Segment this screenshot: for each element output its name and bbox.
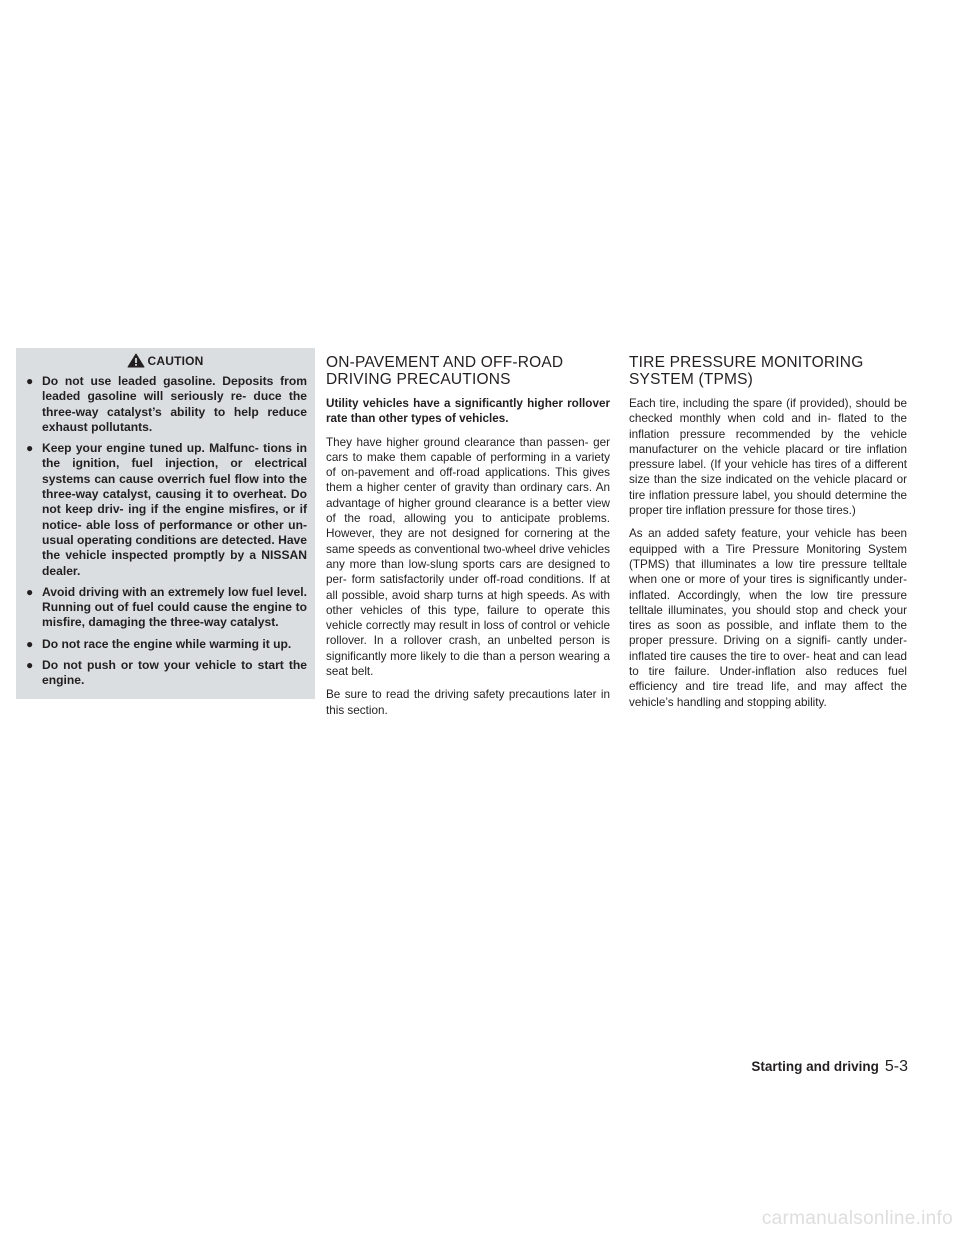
bullet: ● bbox=[26, 658, 34, 673]
caution-header bbox=[24, 353, 307, 368]
caution-item-text: Do not use leaded gasoline. Deposits from leaded gasoline will seriously re- duce the three-way catalyst’s ability to help reduce exhaust pollutants. bbox=[42, 374, 307, 434]
page-number: 5-3 bbox=[884, 1058, 908, 1075]
watermark: carmanualsonline.info bbox=[761, 1208, 953, 1229]
caution-column bbox=[16, 348, 315, 699]
caution-item-text: Avoid driving with an extremely low fuel level. Running out of fuel could cause the engine to misfire, damaging the three-way catalyst. bbox=[42, 584, 307, 630]
caution-item bbox=[24, 374, 307, 435]
onpavement-section bbox=[326, 348, 610, 726]
caution-title: CAUTION bbox=[147, 353, 204, 368]
caution-item-text: Do not push or tow your vehicle to start the engine. bbox=[42, 658, 307, 688]
bullet: ● bbox=[26, 636, 34, 651]
page-footer bbox=[751, 1058, 908, 1076]
caution-item-text: Do not race the engine while warming it up. bbox=[42, 636, 292, 651]
tpms-section bbox=[629, 348, 907, 718]
footer-section-title: Starting and driving bbox=[751, 1059, 879, 1074]
onpavement-paragraph-1: They have higher ground clearance than passen- ger cars to make them capable of performing in a variety of on-pavement and off-road applications. This gives them a higher center of gravity than ordinary cars. An advantage of higher ground clearance is a better view of the road, allowing you to anticipate problems. However, they are not designed for cornering at the same speeds as conventional two-wheel drive vehicles any more than low-slung sports cars are designed to per- form satisfactorily under off-road conditions. If at all possible, avoid sharp turns at high speeds. As with other vehicles of this type, failure to operate this vehicle correctly may result in loss of control or vehicle rollover. In a rollover crash, an unbelted person is significantly more likely to die than a person wearing a seat belt. bbox=[326, 435, 610, 679]
onpavement-heading: ON-PAVEMENT AND OFF-ROAD DRIVING PRECAUTIONS bbox=[326, 354, 564, 388]
bullet: ● bbox=[26, 584, 34, 599]
onpavement-lead: Utility vehicles have a significantly higher rollover rate than other types of vehicles. bbox=[326, 397, 610, 426]
tpms-heading: TIRE PRESSURE MONITORING SYSTEM (TPMS) bbox=[629, 354, 864, 388]
caution-item-text: Keep your engine tuned up. Malfunc- tions in the ignition, fuel injection, or electrical systems can cause overrich fuel flow into the three-way catalyst, causing it to overheat. Do not keep driv- ing if the engine misfires, or if notice- able loss of performance or other un- usual operating conditions are detected. Have the vehicle inspected promptly by a NISSAN dealer. bbox=[42, 441, 307, 578]
warning-triangle-icon bbox=[127, 353, 145, 368]
onpavement-paragraph-2: Be sure to read the driving safety precautions later in this section. bbox=[326, 688, 610, 717]
bullet: ● bbox=[26, 374, 34, 388]
tpms-paragraph-2: As an added safety feature, your vehicle has been equipped with a Tire Pressure Monitoring System (TPMS) that illuminates a low tire pressure telltale when one or more of your tires is significantly under-inflated. Accordingly, when the low tire pressure telltale illuminates, you should stop and check your tires as soon as possible, and inflate them to the proper pressure. Driving on a signifi- cantly under-inflated tire causes the tire to over- heat and can lead to tire failure. Under-inflation also reduces fuel efficiency and tire tread life, and may affect the vehicle’s handling and stopping ability. bbox=[629, 527, 907, 709]
caution-list bbox=[24, 374, 307, 689]
tpms-paragraph-1: Each tire, including the spare (if provided), should be checked monthly when cold and in- flated to the inflation pressure recommended by the vehicle manufacturer on the vehicle placard or tire inflation pressure label. (If your vehicle has tires of a different size than the size indicated on the vehicle placard or tire inflation pressure label, you should determine the proper tire inflation pressure for those tires.) bbox=[629, 397, 907, 518]
caution-box bbox=[16, 348, 315, 699]
caution-item bbox=[24, 441, 307, 579]
caution-item bbox=[24, 658, 307, 689]
caution-item bbox=[24, 585, 307, 631]
caution-item bbox=[24, 637, 307, 652]
bullet: ● bbox=[26, 441, 34, 456]
